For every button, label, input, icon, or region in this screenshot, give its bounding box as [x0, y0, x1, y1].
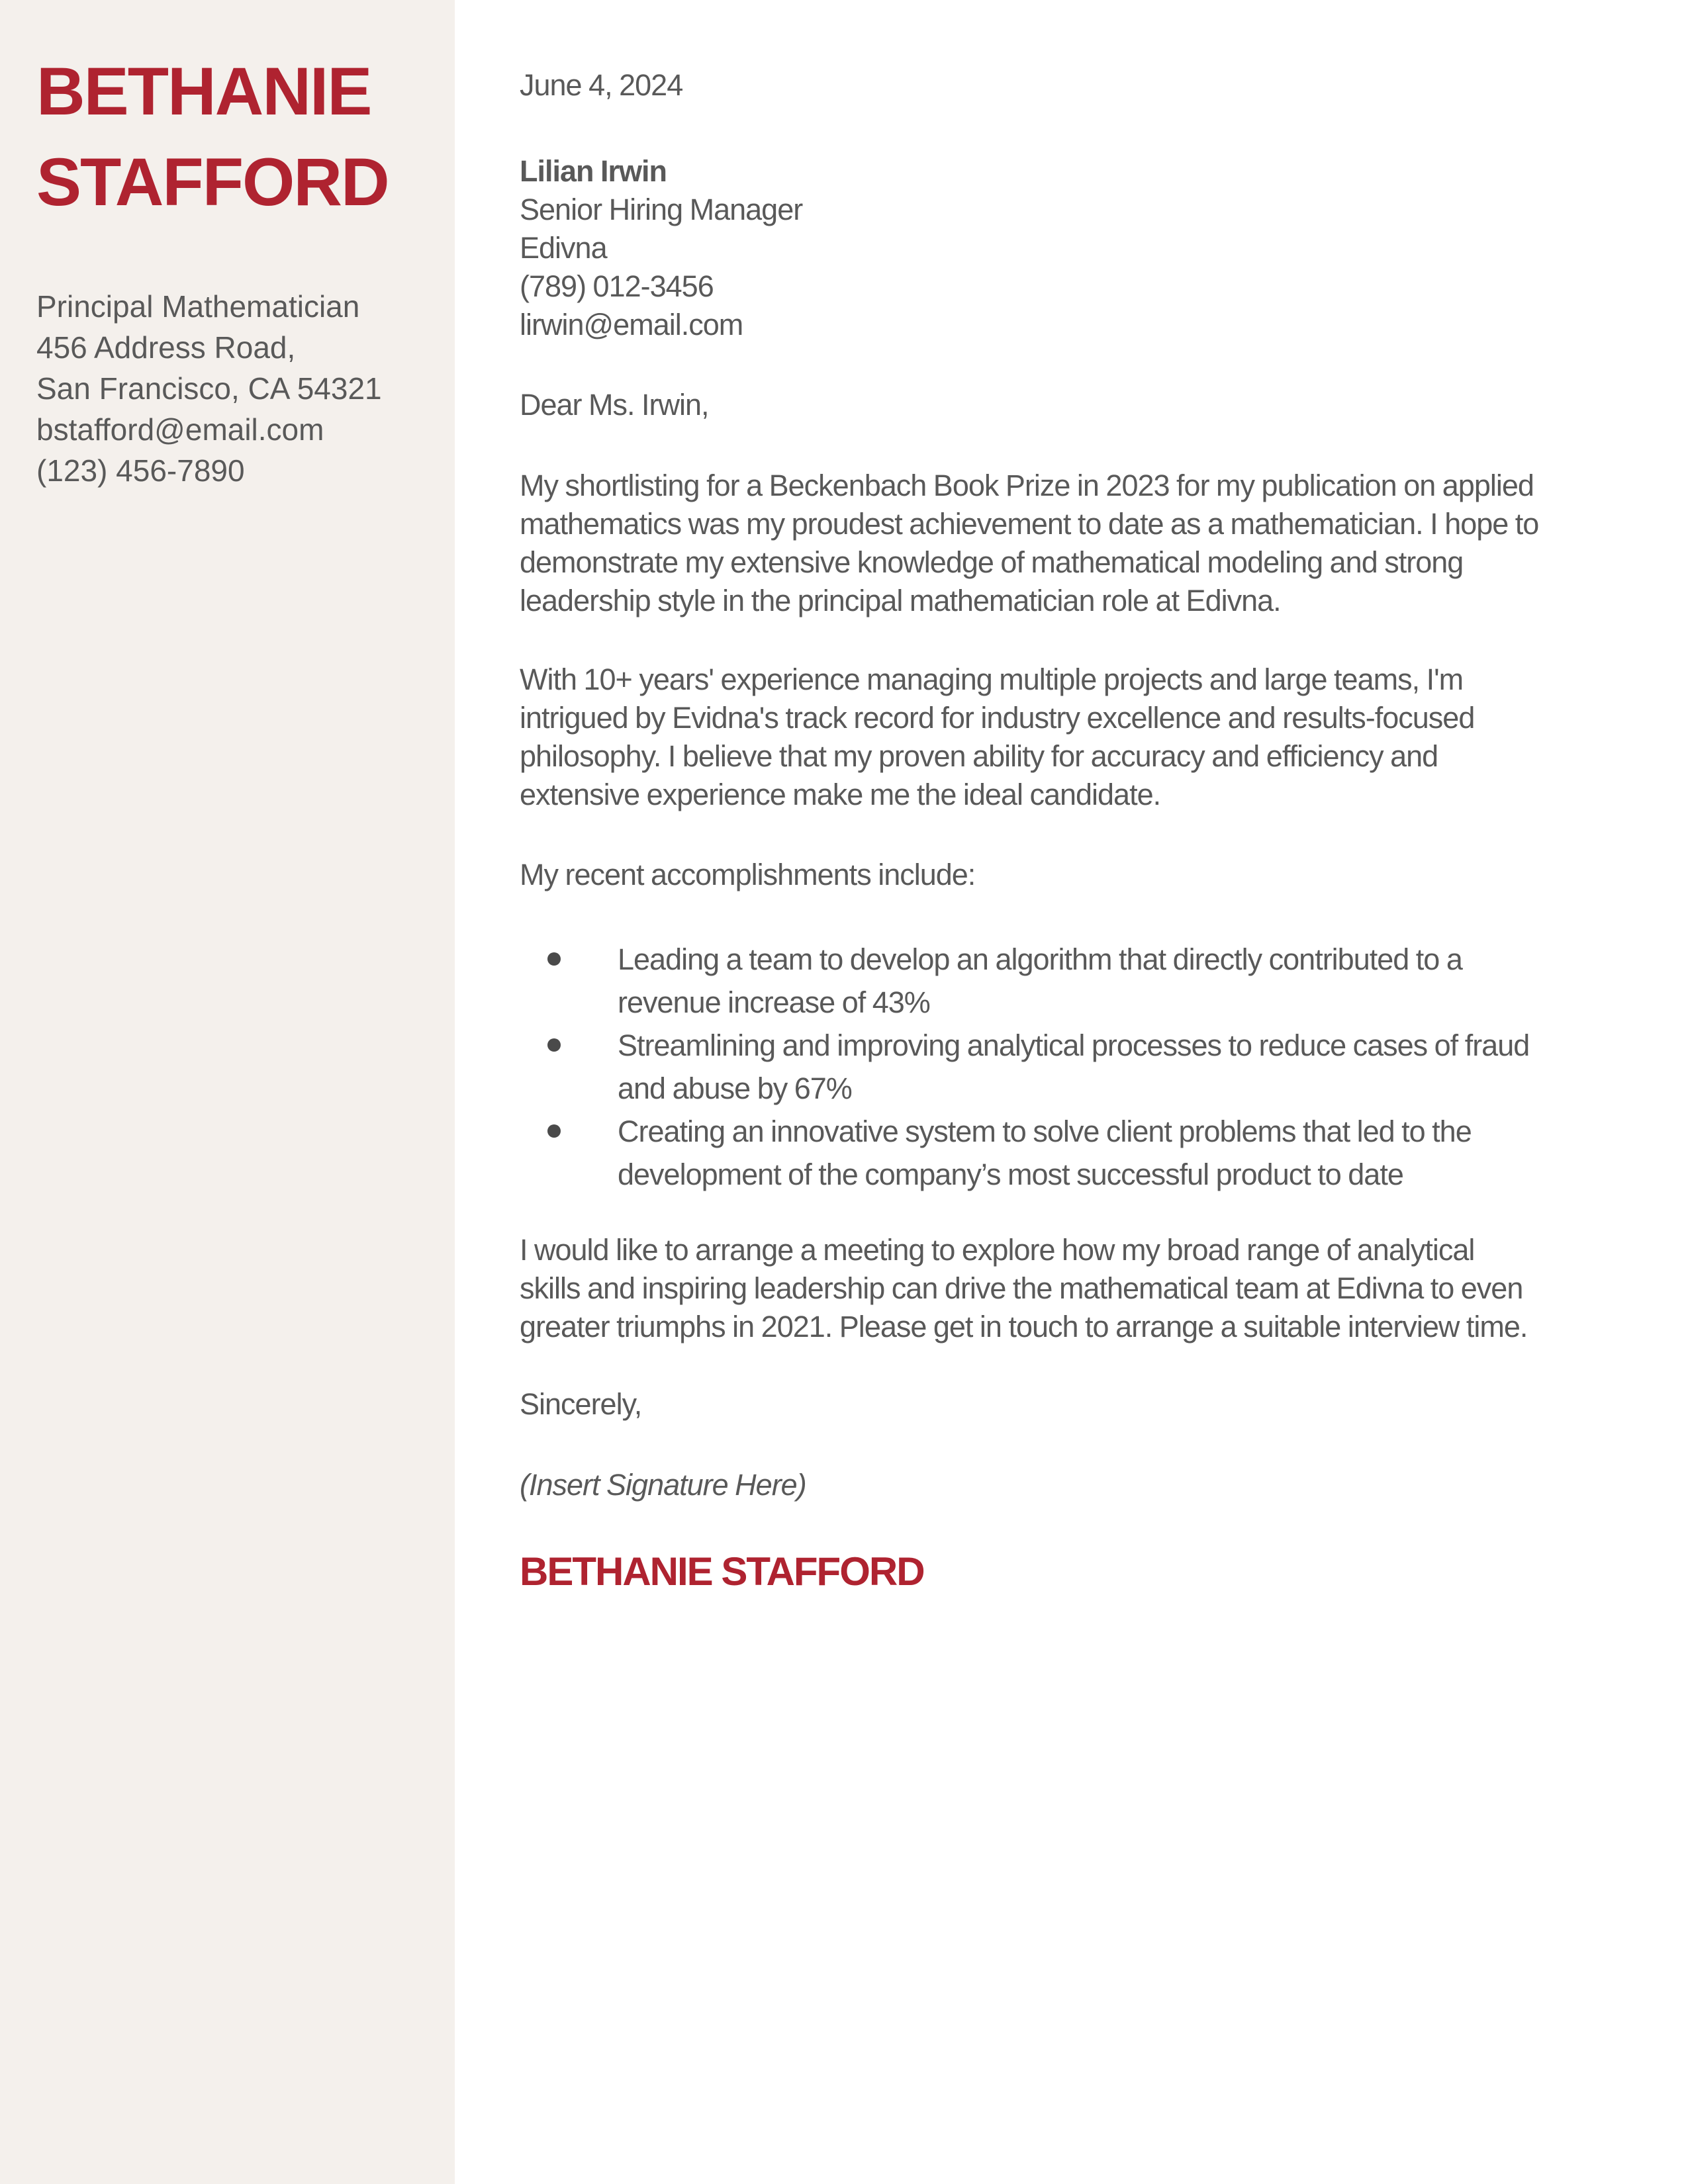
recipient-details — [520, 191, 1642, 344]
recipient-block — [520, 152, 1642, 344]
contact-line: Principal Mathematician — [36, 289, 360, 324]
accomplishments-list — [520, 938, 1642, 1196]
bullet-icon — [547, 1038, 561, 1052]
recipient-line: Edivna — [520, 231, 607, 265]
paragraph-experience: With 10+ years' experience managing multiple projects and large teams, I'm intrigued by Evidna's track record for industry excellence and results-focused philosophy. I believe that my proven ability for accuracy and efficiency and extensive experience make me the ideal candidate. — [520, 662, 1475, 811]
signoff: Sincerely, — [520, 1387, 642, 1421]
letter-body — [455, 0, 1688, 1596]
recipient-name: Lilian Irwin — [520, 154, 667, 188]
contact-info — [36, 286, 428, 491]
recipient-line: lirwin@email.com — [520, 308, 743, 341]
accomplishment-text: Streamlining and improving analytical processes to reduce cases of fraud and abuse by 67% — [618, 1028, 1530, 1105]
contact-line: bstafford@email.com — [36, 412, 324, 447]
accomplishment-item — [618, 1110, 1642, 1196]
recipient-line: (789) 012-3456 — [520, 269, 714, 303]
contact-line: San Francisco, CA 54321 — [36, 371, 382, 406]
closing-paragraph: I would like to arrange a meeting to explore how my broad range of analytical skills and inspiring leadership can drive the mathematical team at Edivna to even greater triumphs in 2021. Please get in touch to arrange a suitable interview time. — [520, 1233, 1528, 1343]
candidate-name: BETHANIE STAFFORD — [36, 54, 389, 220]
accomplishment-text: Leading a team to develop an algorithm that directly contributed to a revenue increase of 43% — [618, 942, 1462, 1019]
bullet-icon — [547, 1124, 561, 1138]
accomplishment-item — [618, 938, 1642, 1024]
sidebar — [0, 0, 455, 2184]
paragraph-achievement: My shortlisting for a Beckenbach Book Prize in 2023 for my publication on applied mathematics was my proudest achievement to date as a mathematician. I hope to demonstrate my extensive knowledge of mathematical modeling and strong leadership style in the principal mathematician role at Edivna. — [520, 469, 1539, 617]
contact-line: (123) 456-7890 — [36, 453, 245, 488]
accomplishments-intro: My recent accomplishments include: — [520, 858, 976, 891]
accomplishment-text: Creating an innovative system to solve client problems that led to the development of the company’s most successful product to date — [618, 1115, 1472, 1191]
accomplishment-item — [618, 1024, 1642, 1110]
signature-name: BETHANIE STAFFORD — [520, 1549, 924, 1594]
contact-line: 456 Address Road, — [36, 330, 296, 365]
bullet-icon — [547, 952, 561, 966]
salutation: Dear Ms. Irwin, — [520, 388, 709, 422]
recipient-line: Senior Hiring Manager — [520, 193, 803, 226]
signature-placeholder: (Insert Signature Here) — [520, 1468, 806, 1502]
letter-date: June 4, 2024 — [520, 68, 683, 102]
